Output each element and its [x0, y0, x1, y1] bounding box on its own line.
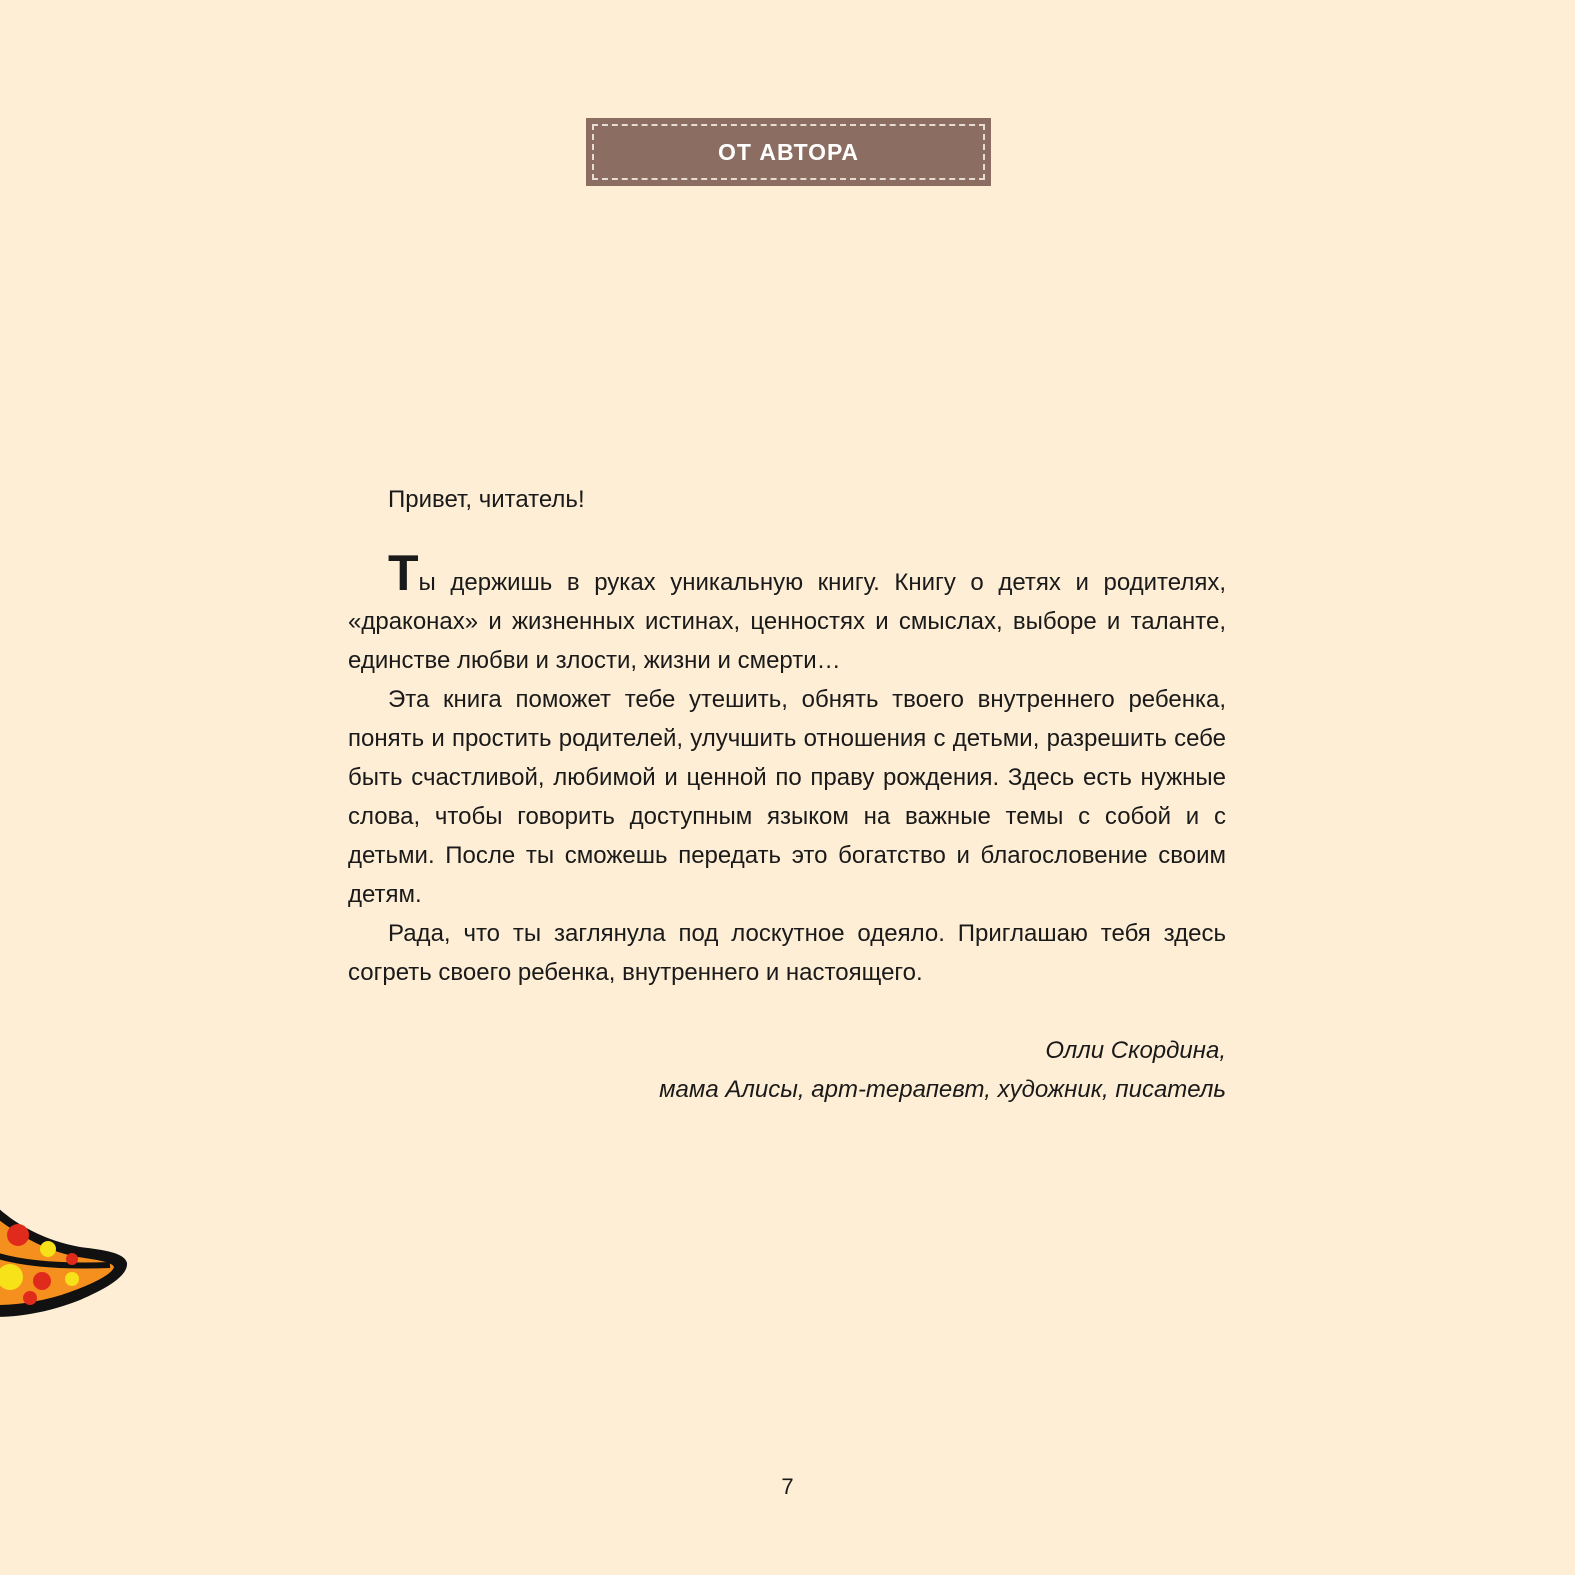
section-title-banner [586, 118, 991, 186]
page-number: 7 [781, 1474, 794, 1499]
dragon-wing-illustration [0, 1195, 135, 1325]
paragraph-3: Рада, что ты заглянула под лоскутное одеяло. Приглашаю тебя здесь согреть своего ребенка, внутреннего и настоящего. [348, 920, 1226, 986]
author-roles: мама Алисы, арт-терапевт, художник, писатель [659, 1076, 1226, 1103]
section-title: ОТ АВТОРА [592, 124, 985, 180]
drop-cap: Т [388, 545, 419, 601]
paragraph-1 [348, 545, 1226, 680]
author-signature [348, 1031, 1226, 1109]
author-name: Олли Скордина, [1045, 1037, 1226, 1064]
greeting: Привет, читатель! [388, 486, 585, 513]
body-text [348, 480, 1226, 1109]
paragraph-2: Эта книга поможет тебе утешить, обнять твоего внутреннего ребенка, понять и простить родителей, улучшить отношения с детьми, разрешить себе быть счастливой, любимой и ценной по праву рождения. Здесь есть нужные слова, чтобы говорить доступным языком на важные темы с собой и с детьми. После ты сможешь передать это богатство и благословение своим детям. [348, 686, 1226, 908]
paragraph-1-text: ы держишь в руках уникальную книгу. Книгу о детях и родителях, «драконах» и жизненных истинах, ценностях и смыслах, выборе и таланте, единстве любви и злости, жизни и смерти… [348, 569, 1226, 674]
